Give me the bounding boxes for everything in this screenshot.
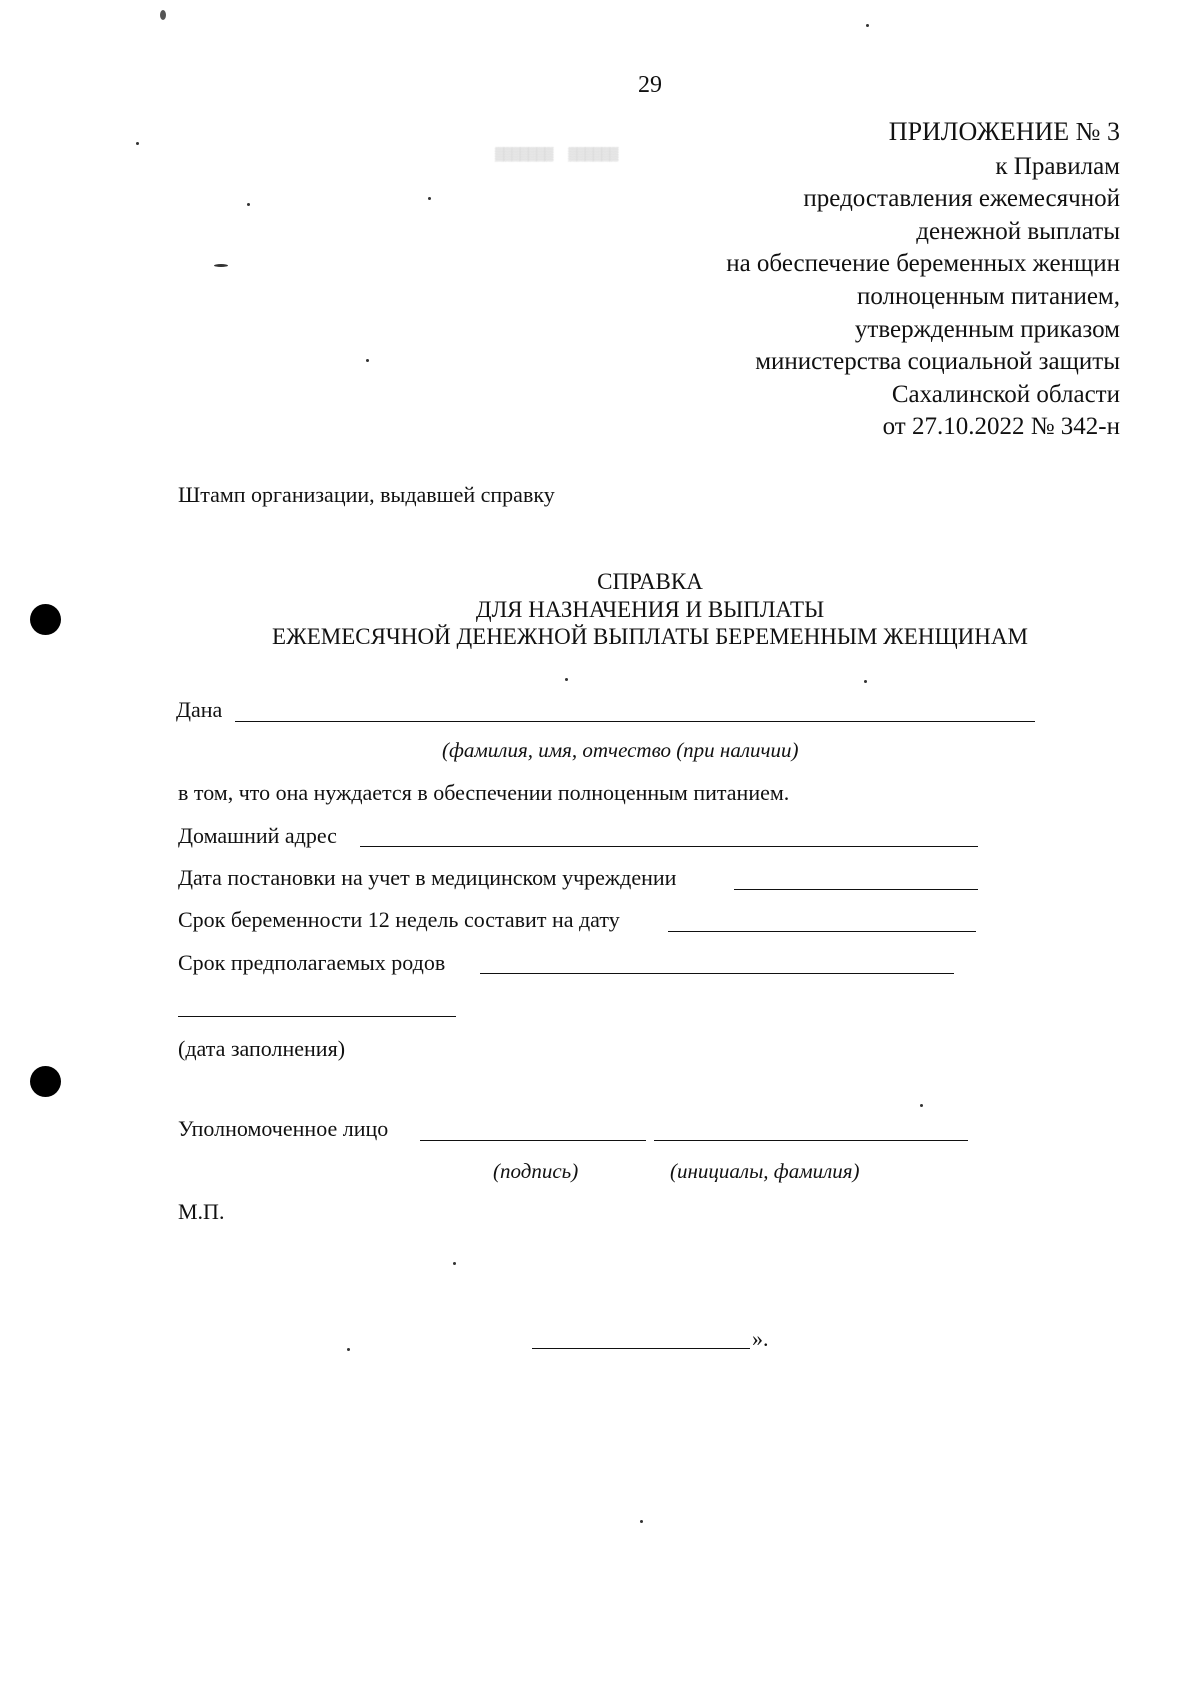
scan-hole-punch-bottom (30, 1066, 61, 1097)
initials-field[interactable] (654, 1140, 968, 1141)
fill-date-hint: (дата заполнения) (178, 1036, 346, 1061)
fill-date-field[interactable] (178, 1016, 456, 1017)
scan-hole-punch-top (30, 604, 61, 635)
scan-speck (864, 680, 867, 683)
given-label: Дана (176, 697, 223, 722)
document-title (200, 568, 1100, 651)
authorized-person-label: Уполномоченное лицо (178, 1116, 389, 1141)
closing-mark: ». (752, 1326, 769, 1351)
home-address-field[interactable] (360, 846, 978, 847)
signature-field[interactable] (420, 1140, 646, 1141)
given-name-hint: (фамилия, имя, отчество (при наличии) (442, 738, 799, 762)
due-date-field[interactable] (480, 973, 954, 974)
given-name-field[interactable] (235, 721, 1035, 722)
scan-speck (160, 10, 166, 20)
scan-speck (565, 678, 568, 681)
signature-hint: (подпись) (493, 1159, 579, 1183)
week12-date-field[interactable] (668, 931, 976, 932)
home-address-label: Домашний адрес (178, 823, 337, 848)
document-title-line: ЕЖЕМЕСЯЧНОЙ ДЕНЕЖНОЙ ВЫПЛАТЫ БЕРЕМЕННЫМ ЖЕНЩИНАМ (272, 624, 1028, 649)
appendix-line: от 27.10.2022 № 342-н (882, 413, 1120, 441)
appendix-title: ПРИЛОЖЕНИЕ № 3 (888, 117, 1120, 146)
week12-date-label: Срок беременности 12 недель составит на дату (178, 907, 620, 932)
scan-speck (136, 142, 139, 145)
scan-speck (247, 203, 250, 206)
appendix-line: на обеспечение беременных женщин (726, 250, 1120, 278)
registration-date-field[interactable] (734, 889, 978, 890)
appendix-header (560, 116, 1120, 444)
scan-speck (428, 197, 431, 200)
scan-speck (347, 1348, 350, 1351)
document-title-line: СПРАВКА (597, 569, 703, 594)
closing-line (532, 1348, 750, 1349)
scan-speck (866, 24, 869, 27)
due-date-label: Срок предполагаемых родов (178, 950, 446, 975)
page-number: 29 (638, 72, 662, 98)
need-statement: в том, что она нуждается в обеспечении полноценным питанием. (178, 780, 790, 805)
registration-date-label: Дата постановки на учет в медицинском учреждении (178, 865, 677, 890)
appendix-line: утвержденным приказом (854, 315, 1120, 343)
appendix-line: к Правилам (995, 152, 1120, 180)
scan-speck (640, 1520, 643, 1523)
stamp-label: Штамп организации, выдавшей справку (178, 482, 555, 507)
appendix-line: предоставления ежемесячной (803, 185, 1120, 213)
appendix-line: министерства социальной защиты (755, 348, 1120, 376)
scan-speck (366, 359, 369, 362)
document-title-line: ДЛЯ НАЗНАЧЕНИЯ И ВЫПЛАТЫ (475, 596, 825, 622)
initials-hint: (инициалы, фамилия) (670, 1159, 860, 1183)
appendix-line: полноценным питанием, (856, 282, 1120, 310)
scan-speck (920, 1104, 923, 1107)
scan-speck (453, 1262, 456, 1265)
scan-speck (214, 264, 228, 267)
appendix-line: денежной выплаты (916, 217, 1120, 245)
appendix-line: Сахалинской области (891, 380, 1120, 408)
seal-label: М.П. (178, 1199, 225, 1224)
scan-noise-mark: ▒▒▒▒▒▒▒ ▒▒▒▒▒▒ (495, 146, 618, 161)
